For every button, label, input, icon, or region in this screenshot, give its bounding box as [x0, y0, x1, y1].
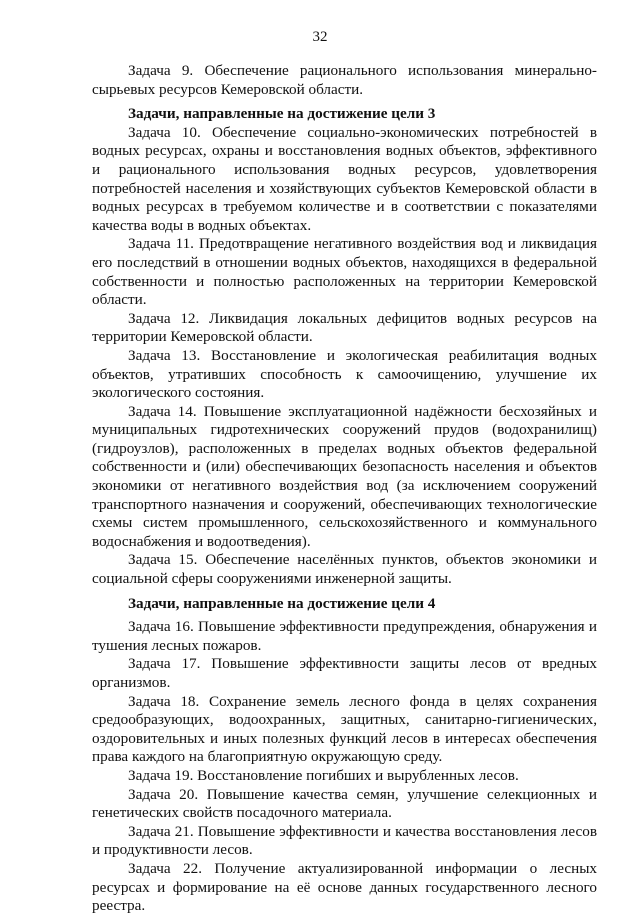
task-19-paragraph: Задача 19. Восстановление погибших и вырубленных лесов.: [128, 766, 519, 784]
task-16-paragraph: Задача 16. Повышение эффективности предупреждения, обнаружения и тушения лесных пожаров.: [92, 618, 597, 654]
task-22-paragraph: Задача 22. Получение актуализированной информации о лесных ресурсах и формирование на её основе данных государственного лесного реестра.: [92, 859, 597, 915]
task-11-paragraph: Задача 11. Предотвращение негативного воздействия вод и ликвидация его последствий в отношении водных объектов, находящихся в федеральной собственности и полностью расположенных на территории Кемеровской области.: [92, 235, 597, 309]
document-body: [92, 62, 597, 916]
task-18-paragraph: Задача 18. Сохранение земель лесного фонда в целях сохранения средообразующих, водоохранных, защитных, санитарно-гигиенических, оздоровительных и иных полезных функций лесов в интересах обеспечения права каждого на благоприятную окружающую среду.: [92, 692, 597, 766]
task-20-paragraph: Задача 20. Повышение качества семян, улучшение селекционных и генетических свойств посадочного материала.: [92, 785, 597, 822]
task-13-paragraph: Задача 13. Восстановление и экологическая реабилитация водных объектов, утративших способность к самоочищению, улучшение их экологического состояния.: [92, 346, 597, 402]
task-17-paragraph: Задача 17. Повышение эффективности защиты лесов от вредных организмов.: [92, 655, 597, 691]
page-number: 32: [312, 29, 328, 45]
task-12-paragraph: Задача 12. Ликвидация локальных дефицитов водных ресурсов на территории Кемеровской области.: [92, 309, 597, 346]
task-10-paragraph: Задача 10. Обеспечение социально-экономических потребностей в водных ресурсах, охраны и восстановления водных объектов, эффективного и рационального использования водных ресурсов, удовлетворения потребностей населения и хозяйствующих субъектов Кемеровской области в водных ресурсах в требуемом количестве и в соответствии с показателями качества воды в водных объектах.: [92, 123, 597, 234]
task-15-paragraph: Задача 15. Обеспечение населённых пунктов, объектов экономики и социальной сферы сооружениями инженерной защиты.: [92, 551, 597, 588]
task-14-paragraph: Задача 14. Повышение эксплуатационной надёжности бесхозяйных и муниципальных гидротехнических сооружений прудов (водохранилищ) (гидроузлов), расположенных в пределах водных объектов федеральной собственности и (или) обеспечивающих безопасность населения и объектов экономики от негативного воздействия вод (за исключением сооружений транспортного назначения и сооружений, обеспечивающих технологические схемы систем промышленного, сельскохозяйственного и коммунального водоснабжения и водоотведения).: [92, 402, 597, 550]
task-21-paragraph: Задача 21. Повышение эффективности и качества восстановления лесов и продуктивности лесов.: [92, 822, 597, 859]
goal-3-heading: Задачи, направленные на достижение цели 3: [128, 105, 436, 123]
task-9-paragraph: Задача 9. Обеспечение рационального использования минерально-сырьевых ресурсов Кемеровской области.: [92, 62, 597, 98]
goal-4-heading: Задачи, направленные на достижение цели 4: [128, 594, 436, 612]
